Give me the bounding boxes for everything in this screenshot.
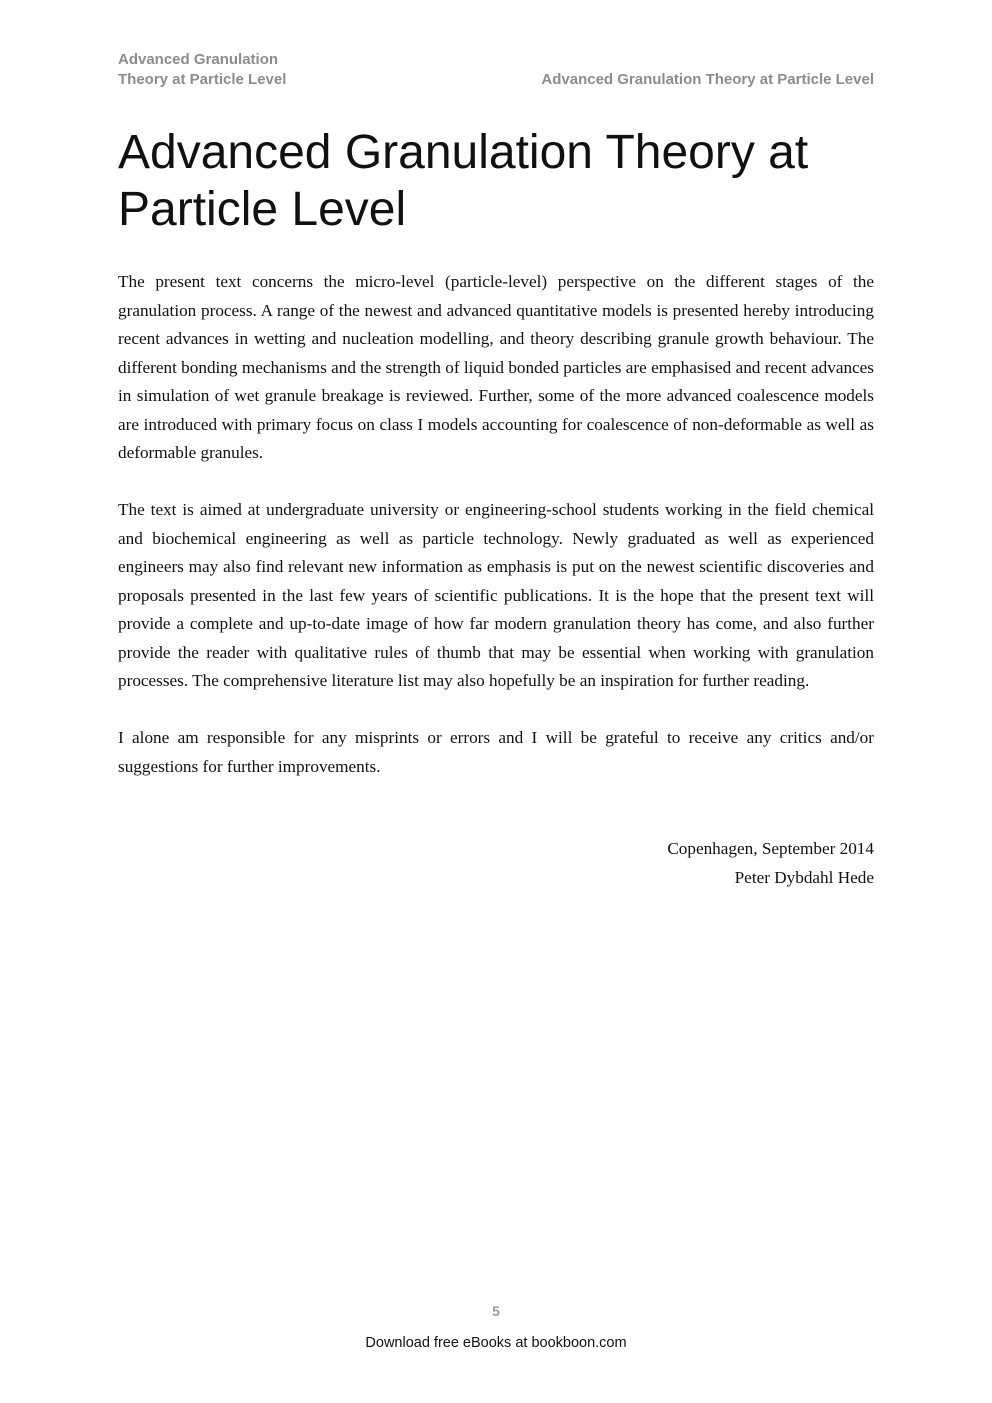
signature-author: Peter Dybdahl Hede [734,867,874,887]
running-header-right: Advanced Granulation Theory at Particle Level [541,71,874,88]
paragraph-responsibility: I alone am responsible for any misprints or errors and I will be grateful to receive any critics and/or suggestions for further improvements. [118,728,874,776]
download-link[interactable]: Download free eBooks at bookboon.com [365,1335,627,1351]
running-header-left-line2: Theory at Particle Level [118,71,287,88]
page-title [118,124,838,238]
paragraph-audience: The text is aimed at undergraduate university or engineering-school students working in the field chemical and biochemical engineering as well as particle technology. Newly graduated as well as experienced engineers may also find relevant new information as emphasis is put on the newest scientific discoveries and proposals presented in the last few years of scientific publications. It is the hope that the present text will provide a complete and up-to-date image of how far modern granulation theory has come, and also further provide the reader with qualitative rules of thumb that may be essential when working with granulation processes. The comprehensive literature list may also hopefully be an inspiration for further reading. [118,500,874,690]
preface-body [118,268,874,810]
signature-block [667,835,874,892]
running-header-left-line1: Advanced Granulation [118,51,279,68]
page-title-line1: Advanced Granulation Theory at [118,126,809,179]
page-title-line2: Particle Level [118,183,407,236]
page-number: 5 [492,1303,500,1319]
paragraph-intro: The present text concerns the micro-level (particle-level) perspective on the different stages of the granulation process. A range of the newest and advanced quantitative models is presented hereby introducing recent advances in wetting and nucleation modelling, and theory describing granule growth behaviour. The different bonding mechanisms and the strength of liquid bonded particles are emphasised and recent advances in simulation of wet granule breakage is reviewed. Further, some of the more advanced coalescence models are introduced with primary focus on class I models accounting for coalescence of non-deformable as well as deformable granules. [118,272,874,462]
running-header-left [118,50,338,90]
signature-place-date: Copenhagen, September 2014 [667,839,874,858]
